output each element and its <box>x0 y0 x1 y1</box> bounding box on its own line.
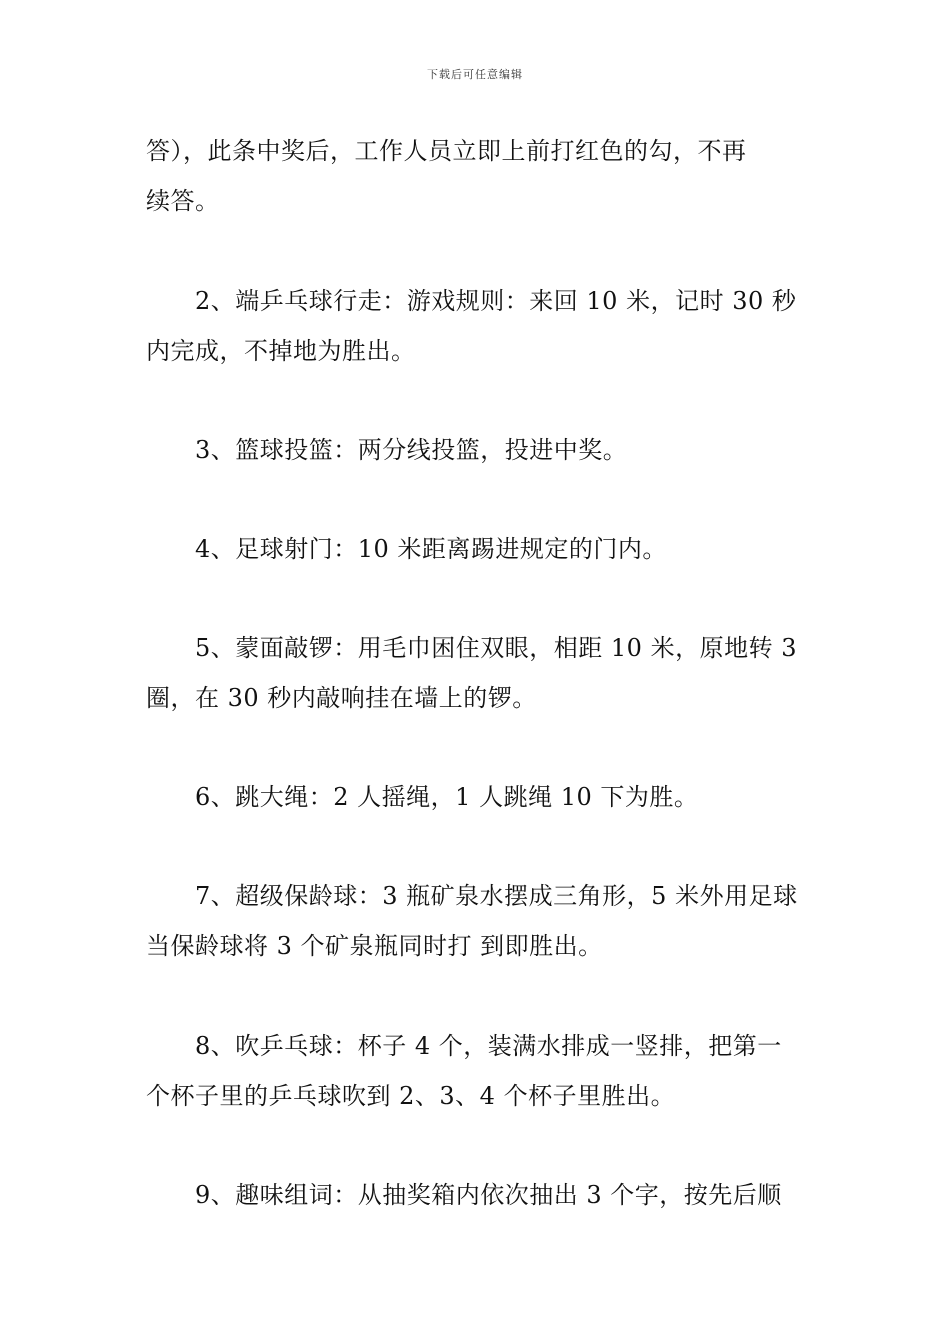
text-line: 内完成，不掉地为胜出。 <box>146 337 416 365</box>
rule-item-7: 7、超级保龄球：3 瓶矿泉水摆成三角形，5 米外用足球 <box>195 882 798 910</box>
rule-item-2: 2、端乒乓球行走：游戏规则：来回 10 米，记时 30 秒 <box>195 287 797 315</box>
rule-item-9: 9、趣味组词：从抽奖箱内依次抽出 3 个字，按先后顺 <box>195 1181 782 1209</box>
text-line: 续答。 <box>146 187 220 215</box>
rule-item-5: 5、蒙面敲锣：用毛巾困住双眼，相距 10 米，原地转 3 <box>195 634 797 662</box>
rule-item-6: 6、跳大绳：2 人摇绳，1 人跳绳 10 下为胜。 <box>195 783 699 811</box>
page-header: 下载后可任意编辑 <box>427 68 523 81</box>
rule-item-4: 4、足球射门：10 米距离踢进规定的门内。 <box>195 535 667 563</box>
text-line: 答），此条中奖后，工作人员立即上前打红色的勾，不再 <box>146 137 747 165</box>
rule-item-3: 3、篮球投篮：两分线投篮，投进中奖。 <box>195 436 628 464</box>
text-line: 当保龄球将 3 个矿泉瓶同时打 到即胜出。 <box>146 932 603 960</box>
text-line: 个杯子里的乒乓球吹到 2、3、4 个杯子里胜出。 <box>146 1082 676 1110</box>
text-line: 圈，在 30 秒内敲响挂在墙上的锣。 <box>146 684 537 712</box>
rule-item-8: 8、吹乒乓球：杯子 4 个，装满水排成一竖排，把第一 <box>195 1032 782 1060</box>
